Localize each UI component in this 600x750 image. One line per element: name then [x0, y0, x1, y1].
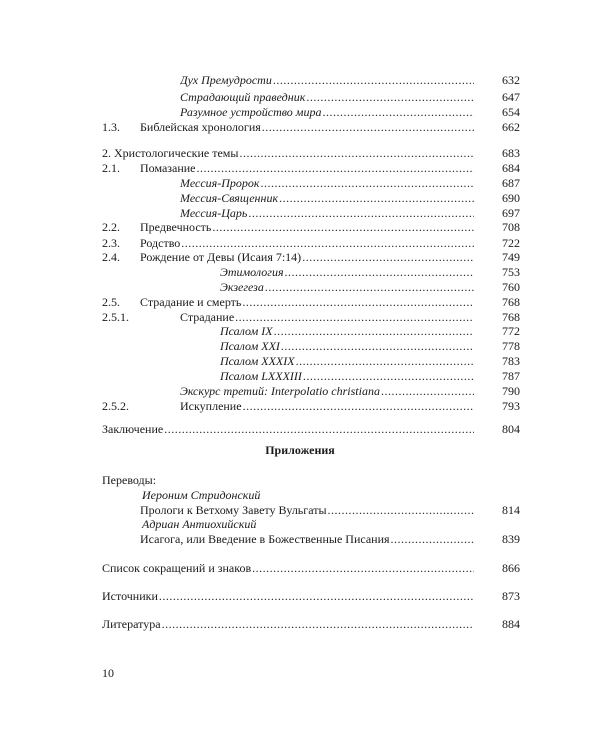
toc-entry-page: 647 — [502, 90, 520, 104]
toc-entry-title: Родство — [140, 236, 181, 250]
toc-entry-page: 684 — [502, 161, 520, 175]
toc-entry-page: 768 — [502, 295, 520, 309]
toc-entry-page: 873 — [502, 589, 520, 603]
toc-entry — [102, 421, 520, 438]
toc-entry-number: 2.2. — [102, 220, 120, 234]
toc-entry-page: 787 — [502, 369, 520, 383]
toc-entry-title: Прологи к Ветхому Завету Вульгаты — [140, 503, 327, 517]
toc-entry-title: Заключение — [102, 422, 164, 436]
toc-entry-page: 632 — [502, 73, 520, 87]
toc-entry-title: Экзегеза — [220, 280, 264, 294]
toc-entry-title: Страдание и смерть — [140, 295, 242, 309]
toc-entry — [102, 616, 520, 633]
toc-entry-page: 814 — [502, 503, 520, 517]
toc-entry-page: 654 — [502, 105, 520, 119]
toc-entry-title: Исагога, или Введение в Божественные Писания — [140, 532, 390, 546]
toc-entry-title: Предвечность — [140, 220, 212, 234]
toc-entry-title: Псалом XXI — [220, 339, 280, 353]
toc-entry-page: 753 — [502, 265, 520, 279]
toc-entry-page: 760 — [502, 280, 520, 294]
toc-entry-page: 772 — [502, 324, 520, 338]
toc-entry-title: Дух Премудрости — [180, 73, 272, 87]
toc-entry-page: 804 — [502, 422, 520, 436]
toc-entry-number: 2.1. — [102, 161, 120, 175]
toc-entry-title: Этимология — [220, 265, 284, 279]
toc-entry-page: 778 — [502, 339, 520, 353]
author-name: Адриан Антиохийский — [142, 517, 257, 531]
author-name: Иероним Стридонский — [142, 488, 261, 502]
toc-entry-title: Мессия-Священник — [180, 191, 279, 205]
toc-entry-number: 2.5. — [102, 295, 120, 309]
toc-entry-title: Разумное устройство мира — [180, 105, 322, 119]
toc-entry-title: Рождение от Девы (Исаия 7:14) — [140, 250, 302, 264]
toc-entry-page: 697 — [502, 206, 520, 220]
toc-entry-title: Псалом IX — [220, 324, 273, 338]
toc-entry-title: Помазание — [140, 161, 196, 175]
toc-entry-title: Страдающий праведник — [180, 90, 306, 104]
toc-entry — [102, 72, 520, 89]
toc-entry-number: 2.4. — [102, 250, 120, 264]
toc-entry-page: 768 — [502, 310, 520, 324]
toc-entry-title: Псалом XXXIX — [220, 354, 295, 368]
toc-entry-title: Источники — [102, 589, 158, 603]
toc-entry-page: 708 — [502, 220, 520, 234]
toc-entry-title: Список сокращений и знаков — [102, 561, 252, 575]
toc-entry-page: 749 — [502, 250, 520, 264]
toc-entry — [102, 398, 520, 415]
toc-entry — [102, 119, 520, 136]
toc-entry-page: 793 — [502, 399, 520, 413]
toc-entry — [102, 560, 520, 577]
toc-entry — [102, 588, 520, 605]
toc-entry-title: Искупление — [180, 399, 242, 413]
toc-entry-title: Мессия-Царь — [180, 206, 248, 220]
translations-label: Переводы: — [102, 473, 157, 487]
page-number: 10 — [102, 666, 114, 680]
toc-entry-page: 690 — [502, 191, 520, 205]
toc-entry-title: Страдание — [180, 310, 235, 324]
toc-entry-number: 2.5.1. — [102, 310, 129, 324]
toc-entry-title: Литература — [102, 617, 161, 631]
toc-entry-page: 683 — [502, 146, 520, 160]
toc-entry-number: 2.3. — [102, 236, 120, 250]
toc-entry-page: 783 — [502, 354, 520, 368]
appendix-heading: Приложения — [265, 443, 335, 457]
toc-entry-page: 866 — [502, 561, 520, 575]
toc-entry-title: Библейская хронология — [140, 120, 261, 134]
toc-entry-title: Экскурс третий: Interpolatio christiana — [180, 384, 380, 398]
toc-entry-number: 2.5.2. — [102, 399, 129, 413]
toc-entry-page: 662 — [502, 120, 520, 134]
toc-entry-title: Псалом LXXXIII — [220, 369, 302, 383]
toc-entry — [102, 531, 520, 548]
toc-entry-page: 839 — [502, 532, 520, 546]
toc-entry — [102, 219, 520, 236]
toc-entry-page: 790 — [502, 384, 520, 398]
toc-entry-title: 2. Христологические темы — [102, 146, 239, 160]
toc-entry-title: Мессия-Пророк — [180, 176, 260, 190]
toc-entry-page: 884 — [502, 617, 520, 631]
toc-entry-number: 1.3. — [102, 120, 120, 134]
toc-entry-page: 722 — [502, 236, 520, 250]
toc-entry-page: 687 — [502, 176, 520, 190]
